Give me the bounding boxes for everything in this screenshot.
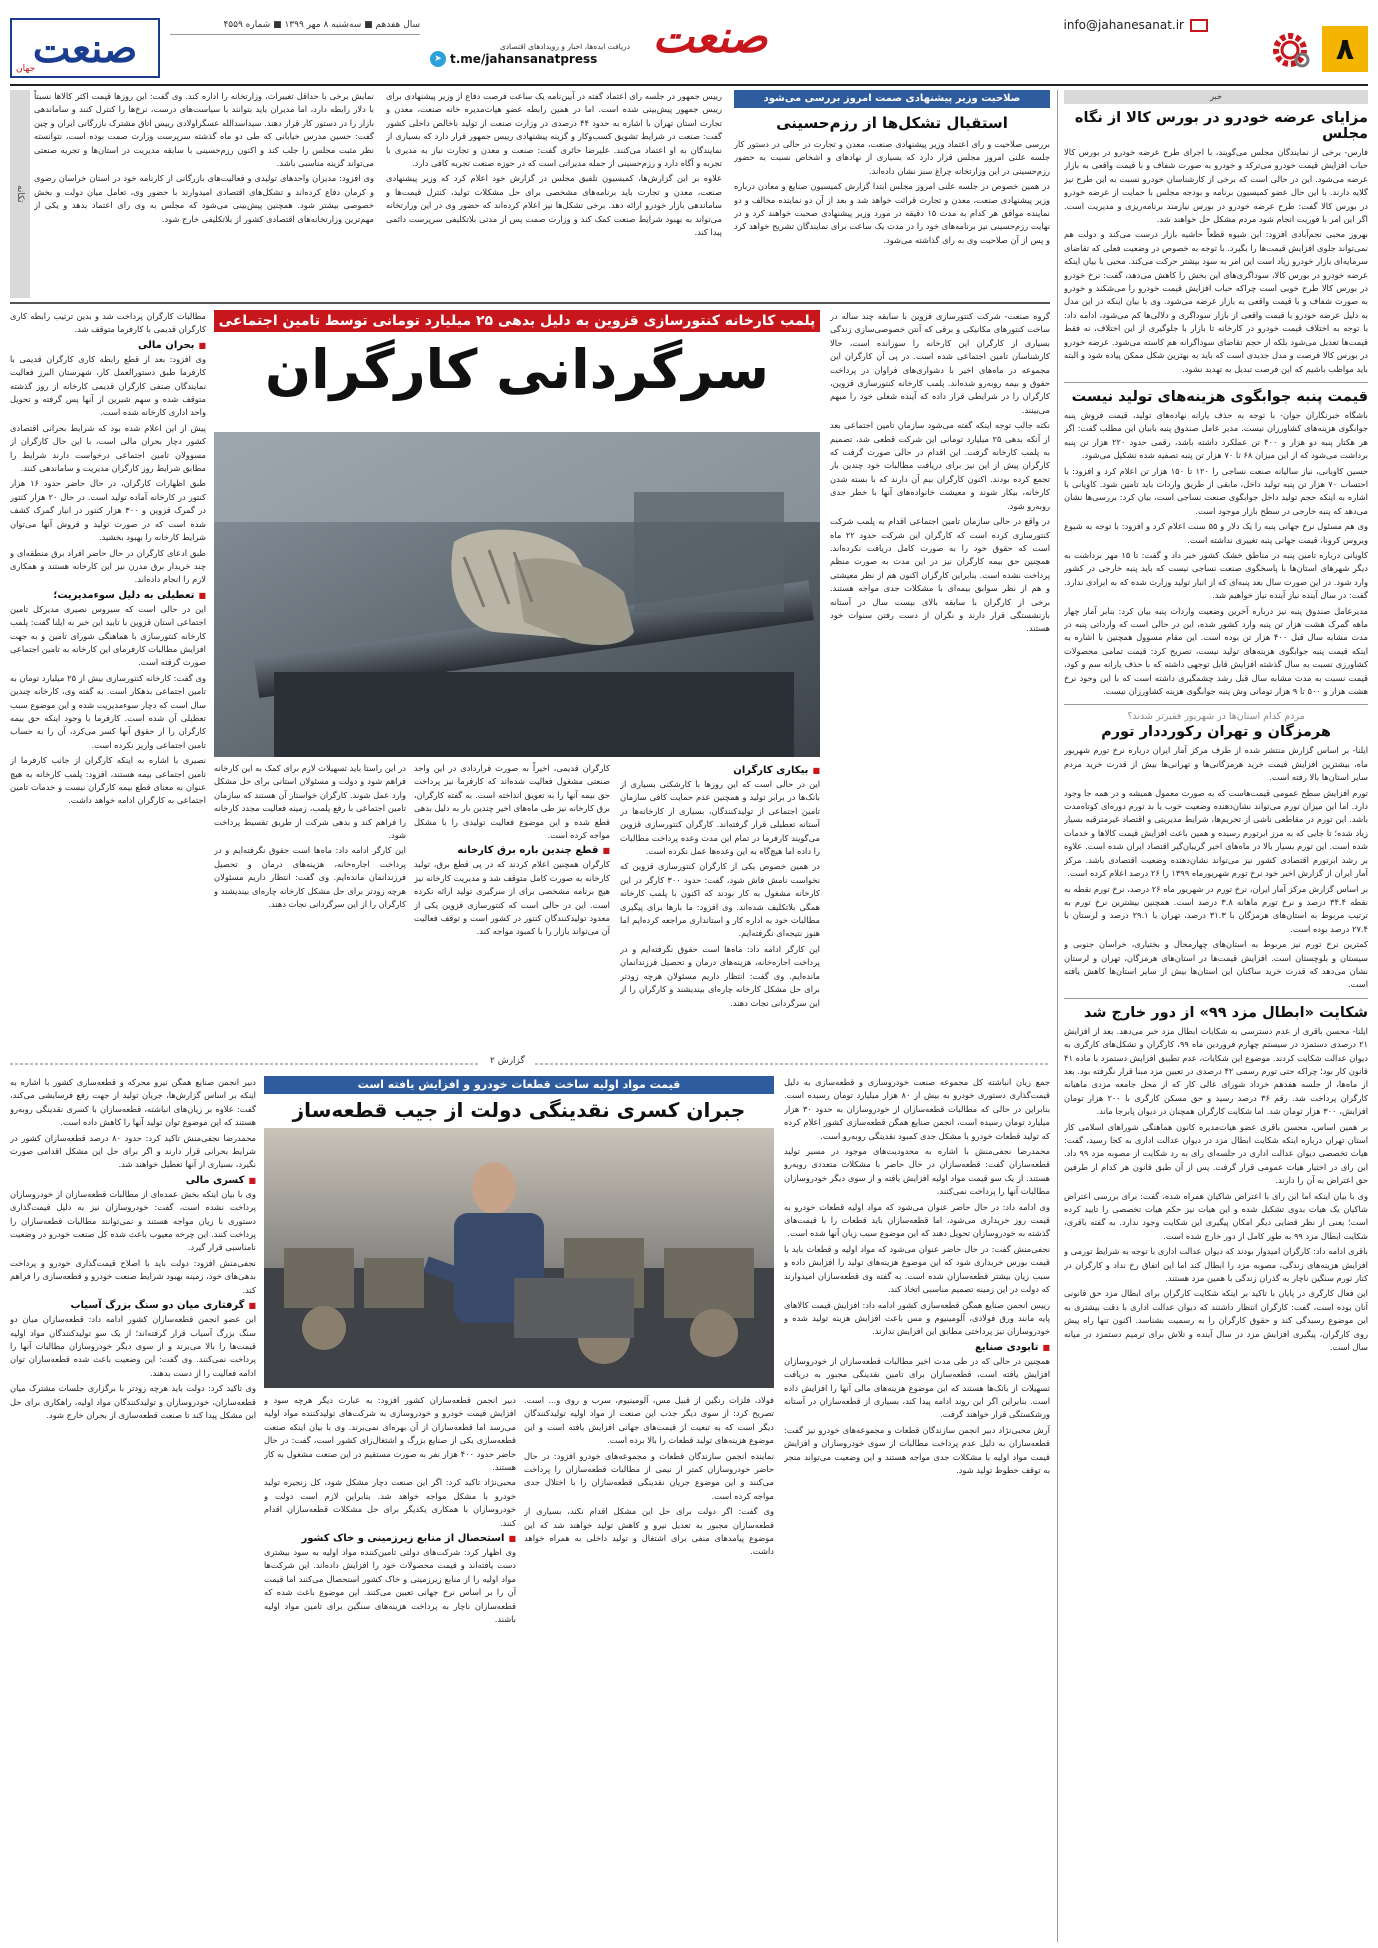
logo-text: صنعت <box>32 24 138 72</box>
main-story-col-mid3: در این راستا باید تسهیلات لازم برای کمک به این کارخانه فراهم شود و دولت و مسئولان استانی برای حل مشکل وارد عمل شوند. کارگران خواستار آن هستند که سازمان تامین اجتماعی با رفع پلمب، زمینه فعالیت مجدد کارخانه را فراهم کند و بدهی شرکت از طریق تقسیط پرداخت شود. این کارگر ادامه داد: ماه‌ها است حقوق نگرفته‌ایم و در پرداخت اجاره‌خانه، هزینه‌های درمان و تحصیل فرزندانمان مانده‌ایم. وی گفت: انتظار داریم مسئولان هرچه زودتر برای حل مشکل کارخانه چاره‌ای بیندیشند و کارگران را از این سرگردانی نجات دهند. <box>214 763 406 910</box>
main-story-col-right: گروه صنعت- شرکت کنتورسازی قزوین با سابقه چند ساله در ساخت کنتورهای مکانیکی و برقی که آنتن خصوصی‌سازی زندگی بسیاری از کارگران این کارخانه را سوزانده است، حالا کارشناسان تامین اجتماعی شده است. در پی آن کارگران این مجموعه در ماه‌های اخیر با دشواری‌های فراوان در پرداخت حقوق و بیمه روبه‌رو شده‌اند. پلمب کارخانه کنتورسازی قزوین، کارگران را در شرایطی قرار داده که آینده شغلی خود را مبهم می‌بینند. نکته جالب توجه اینکه گفته می‌شود سازمان تامین اجتماعی بعد از آنکه بدهی ۲۵ میلیارد تومانی این شرکت قطعی شد، تصمیم به پلمب کارخانه گرفت. این اقدام در حالی صورت گرفت که کارگران پیش از این نیز برای دریافت مطالبات خود چندین بار تجمع کرده بودند. اکنون کارگران بیم آن دارند که با بسته شدن کارخانه، بیکار شوند و معیشت خانواده‌های آنها با خطر جدی روبه‌رو شود. در واقع در حالی سازمان تامین اجتماعی اقدام به پلمب شرکت کنتورسازی کرده است که کارگران این شرکت حدود ۲۲ ماه است که حقوق خود را به صورت کامل دریافت نکرده‌اند. همچنین حق بیمه کارگران نیز در این مدت به صورت منظم پرداخت نشده است. بنابراین کارگران اکنون هم از نظر معیشتی و هم از نظر سوابق بیمه‌ای با مشکلات جدی مواجه هستند. برخی از کارگران با سابقه بالای بیست سال در آستانه بازنشستگی قرار دارند و نگران از دست رفتن سنوات خود هستند. <box>830 311 1050 634</box>
gear-icon <box>1268 28 1312 72</box>
newspaper-logo <box>10 18 160 78</box>
sidebar-label: خبر <box>1064 90 1368 104</box>
second-story-col-mid2: دبیر انجمن قطعه‌سازان کشور افزود: به عبارت دیگر هرچه سود و افزایش قیمت خودرو و خودروسازی به شرکت‌های تولیدکننده مواد اولیه می‌رسد اما قطعه‌سازان از آن بهره‌ای نمی‌برند. وی با بیان اینکه صنعت قطعه‌سازی یکی از صنایع بزرگ و اشتغال‌زای کشور است، گفت: در حال حاضر حدود ۴۰۰ هزار نفر به صورت مستقیم در این صنعت مشغول به کار هستند. محبی‌نژاد تاکید کرد: اگر این صنعت دچار مشکل شود، کل زنجیره تولید خودرو با مشکل مواجه خواهد شد. بنابراین لازم است دولت و خودروسازان با همکاری یکدیگر برای حل مشکلات قطعه‌سازان اقدام کنند. ■ استحصال از منابع زیرزمینی و خاک کشور وی اظهار کرد: شرکت‌های دولتی تامین‌کننده مواد اولیه به سود بیشتری دست یافته‌اند و قیمت محصولات خود را افزایش داده‌اند. این شرکت‌ها مواد اولیه را از منابع زیرزمینی و خاک کشور استحصال می‌کنند اما قیمت آن را بر اساس نرخ جهانی تعیین می‌کنند. این موضوع باعث شده که قطعه‌سازان ناچار به پرداخت هزینه‌های سنگین برای تامین مواد اولیه باشند. <box>264 1394 516 1942</box>
story-wage-title: شکایت «ابطال مزد ۹۹» از دور خارج شد <box>1083 1004 1368 1021</box>
page-number: ۸ <box>1335 31 1355 67</box>
sidebar-divider <box>1057 90 1058 1942</box>
main-story-photo <box>214 432 820 757</box>
top-news-title: استقبال تشکل‌ها از رزم‌حسینی <box>776 114 1008 132</box>
second-story-sub3: ■ کسری مالی <box>10 1175 256 1186</box>
story-wage <box>1064 1005 1368 1355</box>
story-bourse <box>1064 110 1368 376</box>
story-inflation-body: ایلنا- بر اساس گزارش منتشر شده از طرف مرکز آمار ایران درباره نرخ تورم شهریور ماه، بیشترین افزایش قیمت خرید هرمزگانی‌ها و تهرانی‌ها بیش از قدرت خرید مردم سایر استان‌ها بالا رفته است. تورم افزایش سطح عمومی قیمت‌هاست که به صورت معمول همیشه و در همه جا وجود دارد. اما این میزان تورم می‌تواند نشان‌دهنده وضعیت خوب یا بد تورم دوره‌ای کوتاه‌مدت باشد. این تورم در مقاطعی ناشی از تحریم‌ها، شرایط مدیریتی و اقتصاد غیرمترقبه بسیار زیاد شده؛ تا جایی که به مرز ابرتورم رسیده و همین باعث افزایش قیمت کالاها و خدمات شده است. این تورم بسیار بالا در ماه‌های اخیر گریبان‌گیر اقتصاد ایران شده است. علاوه بر رشد ابرتورم اقتصادی کشور نیز می‌تواند نشان‌دهنده وضعیت اقتصادی باشد. مرکز آمار ایران از گزارش اخیر خود نرخ تورم شهریورماه ۱۳۹۹ را ۲۶ درصد اعلام کرده است. بر اساس گزارش مرکز آمار ایران، نرخ تورم در شهریور ماه ۲۶ درصد، نرخ تورم نقطه به نقطه ۳۴.۴ درصد و نرخ تورم ماهانه ۳.۸ درصد است. همچنین بیشترین نرخ تورم به ترتیب مربوط به استان‌های هرمزگان با ۳۱.۳ درصد، تهران با ۲۹.۱ درصد و لرستان با ۲۷.۴ درصد بوده است. کمترین نرخ تورم نیز مربوط به استان‌های چهارمحال و بختیاری، خراسان جنوبی و سیستان و بلوچستان است. افزایش قیمت‌ها در استان‌های هرمزگان، تهران و لرستان نشان می‌دهد که قدرت خرید ساکنان این استان‌ها بیش از سایر استان‌ها کاهش یافته است. <box>1064 745 1368 990</box>
story-bourse-title: مزایای عرضه خودرو در بورس کالا از نگاه مجلس <box>1074 110 1368 142</box>
logo-sub: جهان <box>16 64 36 74</box>
second-story-sub2: ■ استحصال از منابع زیرزمینی و خاک کشور <box>264 1533 516 1544</box>
top-news <box>34 90 1050 298</box>
telegram-icon: ➤ <box>430 51 446 67</box>
report-divider <box>10 1058 1050 1070</box>
story-wage-body: ایلنا- محسن باقری از عدم دسترسی به شکایات ابطال مزد خبر می‌دهد. بعد از افزایش ۲۱ درصدی دستمزد در سیستم چهارم فروردین ماه ۹۹، کارگران و تشکل‌های کارگری به دیوان عدالت شکایت کردند. موضوع این شکایات، عدم تطبیق افزایش دستمزد با ماده ۴۱ قانون کار بود؛ چراکه حتی تورم رسمی ۴۲ درصدی در تعیین مزد مبنا قرار نگرفته بود. بعد از ماه‌ها، از جلسه هفدهم خرداد شورای عالی کار که از محل جامعه مزدی ماهیانه کارگران پرداخت شد. رقم ۳۶ درصد رسید و حق مسکن کارگری با ۲۰۰ هزار تومان افزایش، ۳۰۰ هزار تومان شد. اما شکایت کارگران همچنان در دیوان پابرجا ماند. بر همین اساس، محسن باقری عضو هیات‌مدیره کانون هماهنگی شوراهای اسلامی کار استان تهران درباره اینکه شکایت ابطال مزد در دیوان عدالت اداری به کجا رسید، گفت: هیات تخصصی دیوان عدالت اداری در جلسه‌ای رای به رد شکایت از مصوبه مزد ۹۹ داد. این رای در اختیار هیات عمومی قرار گرفت. پس از آن طبق قانون هر کدام از طرفین حق اعتراض به آن را دارند. وی با بیان اینکه اما این رای با اعتراض شاکیان همراه شده، گفت: برای بررسی اعتراض شاکیان یک هیات بدوی تشکیل شده و این هیات نیز حکم هیات تخصصی را تایید کرده است؛ یعنی از نظر قضایی دیگر امکان پیگیری این شکایت وجود ندارد. به گفته باقری، شکایت ابطال مزد ۹۹ به طور کامل از دور خارج شده است. باقری ادامه داد: کارگران امیدوار بودند که دیوان عدالت اداری با توجه به شرایط تورمی و افزایش هزینه‌های زندگی، مصوبه مزد را ابطال کند اما این اتفاق رخ نداد و کارگران در کنار تورم سنگین ناچار به گذران زندگی با همین مزد هستند. این فعال کارگری در پایان با تاکید بر اینکه شکایت کارگران برای ابطال مزد حق قانونی آنان بوده است، گفت: کارگران انتظار داشتند که دیوان عدالت اداری با دقت بیشتری به این موضوع رسیدگی کند و حقوق کارگران را به رسمیت بشناسد. اکنون تنها راه پیش روی کارگران، پیگیری افزایش مزد در سال آینده و تلاش برای ترمیم دستمزد در میانه سال است. <box>1064 1025 1368 1353</box>
telegram-link[interactable]: t.me/jahansanatpress <box>450 52 598 66</box>
second-story-photo <box>264 1128 774 1388</box>
second-story-kicker: قیمت مواد اولیه ساخت قطعات خودرو و افزایش یافته است <box>264 1076 774 1094</box>
sidebar-right <box>1064 90 1368 1942</box>
email-contact[interactable] <box>1064 18 1209 32</box>
story-inflation-title: هرمزگان و تهران رکورددار تورم <box>1101 724 1331 741</box>
main-story-col-mid2: کارگران قدیمی، اخیراً به صورت قراردادی در این واحد صنعتی مشغول فعالیت شده‌اند که کارفرما نیز پرداخت حق بیمه آنها را به تعویق انداخته است. به گفته کارگران، برق کارخانه نیز طی ماه‌های اخیر چندین بار به دلیل بدهی قطع شده و این موضوع فعالیت تولیدی را با مشکل مواجه کرده است. ■ قطع چندین باره برق کارخانه کارگران همچنین اعلام کردند که در پی قطع برق، تولید کارخانه به صورت کامل متوقف شد و مدیریت کارخانه نیز هیچ برنامه مشخصی برای از سرگیری تولید ارائه نکرده است. این در حالی است که کنتورسازی قزوین یکی از معدود تولیدکنندگان کنتور در کشور است و توقف فعالیت آن می‌تواند بازار را با کمبود مواجه کند. <box>414 762 610 1050</box>
top-news-col3: نمایش برخی با حداقل تغییرات، وزارتخانه را اداره کند. وی گفت: این روزها قیمت اکثر کالاها نسبتاً با دلار رابطه دارد، اما مدیران باید بتوانند با سیاست‌های درست، نرخ‌ها را کنترل کنند و ساماندهی بازار را در دستور کار قرار دهند. سید‌اسدالله عسگراولادی رییس اتاق مشترک بازرگانی ایران و چین گفت: حسین مدرس خیابانی که طی دو ماه گذشته سرپرست وزارت صمت بوده است، نتوانسته نظر مثبت مجلس را جلب کند و اکنون رزم‌حسینی با سابقه مدیریت در استان‌ها و تجربه صنعتی می‌تواند گزینه مناسبی باشد. وی افزود: مدیران واحدهای تولیدی و فعالیت‌های بازرگانی از کارنامه خود در استان خراسان رضوی و کرمان دفاع کرده‌اند و تشکل‌های اقتصادی امیدوارند با حضور وی، تعامل میان دولت و بخش خصوصی بیشتر شود. همچنین پیش‌بینی می‌شود که مجلس به وی رای اعتماد بدهد و یکی از مهم‌ترین وزارتخانه‌های اقتصادی کشور از بلاتکلیفی خارج شود. <box>34 91 374 224</box>
telegram-caption: دریافت ایده‌ها، اخبار و رویدادهای اقتصادی <box>499 42 630 51</box>
story-bourse-body: فارس- برخی از نمایندگان مجلس می‌گویند، با اجرای طرح عرضه خودرو در بورس کالا حباب افزایش قیمت خودرو می‌ترکد و خودرو به صورت شفاف و با قیمت واقعی به بازار عرضه می‌شود. این در حالی است که برخی از کارشناسان خودرو نسبت به این طرح نیز گلایه دارند. با این حال عضو کمیسیون برنامه و بودجه مجلس با حمایت از عرضه خودرو در بورس کالا گفت: طرح عرضه خودرو در بورس نیازمند برنامه‌ریزی و مدیریت است. اگر این امر با فوریت انجام شود مردم مشکل حل خواهند شد. بهروز محبی نجم‌آبادی افزود: این شیوه قطعاً حاشیه بازار درست می‌کند و دولت هم نمی‌تواند جلوی افزایش قیمت‌ها را بگیرد. با توجه به خصوص در وضعیت فعلی که تقاضای سرمایه‌ای بازار خودرو زیاد است این امر به سود بیشتر حرکت می‌کند. محبی با بیان اینکه عرضه خودرو در بورس کالا، سوداگری‌های این بخش را کاهش می‌دهد، گفت: نرخ خودرو در بورس کالا طرح خوبی است چراکه حباب افزایش قیمت خودرو را می‌شکند و خودرو به صورت شفاف و با قیمت واقعی به بازار عرضه می‌شود. وی با بیان اینکه در این مدل به دلیل عرضه خودرو با قیمت واقعی از بازار سوداگری و دلالی‌ها کم می‌شود، ادامه داد: با توجه به اختلاف قیمت خودرو در کارخانه تا بازار با جلوگیری از این اختلاف، نه فقط قیمت‌ها تعدیل می‌شود بلکه از حجم تقاضای سوداگرانه هم کاسته می‌شود. عرضه خودرو در بورس کالا فرصت و مدل جدیدی است که باید به بهترین شکل ممکن پیاده شود و البته باید مواظب باشیم که این فرصت تبدیل به تهدید نشود. <box>1064 147 1368 374</box>
page-number-badge <box>1322 26 1368 72</box>
report-tag: گزارش ۲ <box>480 1056 535 1066</box>
story-cotton <box>1064 389 1368 699</box>
main-story-sub3: ■ بحران مالی <box>10 340 206 351</box>
story-inflation-kicker: مردم کدام استان‌ها در شهریور فقیرتر شدند؟ <box>1127 711 1305 723</box>
email-address[interactable]: info@jahanesanat.ir <box>1063 18 1184 32</box>
top-news-kicker: صلاحیت وزیر پیشنهادی صمت امروز بررسی می‌شود <box>734 90 1050 108</box>
top-news-rule <box>10 302 1050 304</box>
second-story-col-left: دبیر انجمن صنایع همگن نیرو محرکه و قطعه‌سازی کشور با اشاره به اینکه بر اساس گزارش‌ها، جریان تولید از جهت رفع فرسایشی می‌کند، گفت: علاوه بر زیان‌های انباشته، قطعه‌سازان با کسری نقدینگی روبه‌رو هستند که این موضوع توان تولید آنها را کاهش داده است. محمدرضا نجفی‌منش تاکید کرد: حدود ۸۰ درصد قطعه‌سازان کشور در شرایط بحرانی قرار دارند و اگر برای حل این مشکل اقدامی صورت نگیرد، بسیاری از آنها تعطیل خواهند شد. ■ کسری مالی وی با بیان اینکه بخش عمده‌ای از مطالبات قطعه‌سازان از خودروسازان پرداخت نشده است، گفت: خودروسازان نیز به دلیل قیمت‌گذاری دستوری با زیان مواجه هستند و نمی‌توانند مطالبات قطعه‌سازان را پرداخت کنند. این چرخه معیوب باعث شده کل صنعت خودرو در وضعیت نامناسبی قرار گیرد. نجفی‌منش افزود: دولت باید با اصلاح قیمت‌گذاری خودرو و پرداخت بدهی‌های خود، زمینه بهبود شرایط صنعت خودرو و قطعه‌سازی را فراهم کند. ■ گرفتاری میان دو سنگ بزرگ آسیاب این عضو انجمن قطعه‌سازان کشور ادامه داد: قطعه‌سازان میان دو سنگ بزرگ آسیاب قرار گرفته‌اند؛ از یک سو تولیدکنندگان مواد اولیه قیمت‌ها را بالا می‌برند و از سوی دیگر خودروسازان مطالبات آنها را پرداخت نمی‌کنند. وی گفت: این وضعیت باعث شده قطعه‌سازان توان ادامه فعالیت را از دست بدهند. وی تاکید کرد: دولت باید هرچه زودتر با برگزاری جلسات مشترک میان قطعه‌سازان، خودروسازان و تولیدکنندگان مواد اولیه، راهکاری برای حل این مشکل پیدا کند تا صنعت قطعه‌سازی از بحران خارج شود. <box>10 1076 256 1942</box>
story-cotton-body: باشگاه خبرنگاران جوان- با توجه به حذف یارانه نهاده‌های تولید، قیمت فروش پنبه جوابگوی هزینه‌های کشاورزان نیست. مدیر عامل صندوق پنبه بابیان این مطلب گفت: اگر هر هکتار پنبه دو هزار و ۴۰۰ تن عملکرد داشته باشد، رقمی حدود ۲۲۰ هزار تن پنبه برداشت می‌شود که از این میزان ۶۸ تا ۷۰ هزار تن پنبه تصفیه شده تشکیل می‌شود. حسین کاویانی، نیاز سالیانه صنعت نساجی را ۱۲۰ تا ۱۵۰ هزار تن اعلام کرد و افزود: با احتساب ۷۰ هزار تن پنبه تولید داخل، مابقی از طریق واردات باید تامین شود. کاویانی با اشاره به اینکه حجم تولید داخل جوابگوی صنعت نساجی است، بیان کرد: بررسی‌ها نشان می‌دهد که پنبه خارجی در سطح بازار موجود است. وی هم مسئول نرخ جهانی پنبه را یک دلار و ۵۵ سنت اعلام کرد و افزود: با توجه به شیوع ویروس کرونا، قیمت جهانی پنبه تغییری نداشته است. کاویانی درباره تامین پنبه در مناطق خشک کشور خبر داد و گفت: تا ۱۵ مهر برداشت به دیگر شهرهای استان‌ها با پاسخگوی صنعت نساجی نیست که باید پنبه خارجی در کشور وارد شود. در این صورت سال بعد پنبه‌ای که از انبار تولید وزارت شده که به ایرادی ندارد. گفت: در سال آینده نیاز آینده نیاز خواهیم شد. مدیرعامل صندوق پنبه نیز درباره آخرین وضعیت واردات پنبه بیان کرد: بنابر آمار چهار ماهه گمرک هشت هزار تن پنبه وارد کشور شده، این در حالی است که وارداتی پنبه در مدت مشابه سال قبل ۴۰۰ هزار تن بوده است. این مقام مسوول همچنین با اشاره به اینکه قیمت پنبه جوابگوی هزینه‌های تولید نیست، تصریح کرد: قیمت تمامی محصولات کشاورزی نسبت به سال گذشته افزایش قابل توجهی داشته که با حذف یارانه سم و کود، قیمت نسبت به مدت مشابه سال قبل رشد چشمگیری داشته است که با این وجود نرخ هشت هزار و ۵۰۰ تا ۹ هزار تومانی وش پنبه جوابگوی هزینه کشاورزان نیست. <box>1064 409 1368 697</box>
main-story-sub4: ■ تعطیلی به دلیل سوءمدیریت؛ <box>10 590 206 601</box>
story-inflation <box>1064 711 1368 991</box>
main-story-banner: پلمب کارخانه کنتورسازی قزوین به دلیل بدهی ۲۵ میلیارد تومانی توسط تامین اجتماعی <box>214 310 820 332</box>
second-story-sub1: ■ تابودی صنایع <box>784 1342 1050 1353</box>
main-story-sub1: ■ بیکاری کارگران <box>620 765 820 776</box>
section-title: صنعت <box>652 12 768 63</box>
top-news-col2: رییس جمهور در جلسه رای اعتماد گفته در آیین‌نامه یک ساعت فرصت دفاع از وزیر پیشنهادی برای رییس جمهور پیش‌بینی شده است. اما در همین رابطه عضو هیات‌مدیره خانه صنعت، معدن و تجارت استان تهران با اشاره به حدود ۴۴ درصدی در وزارت صنعت از تولید ناخالص داخلی کشور گفت: صنعت در شرایط تشویق کسب‌وکار و گزینه پیشنهادی رییس جمهور قرار دارد که بسیاری از نمایندگان به او اعتماد می‌کنند. علیرضا حائری گفت: صنعت و معدن و تجارت نیاز به مدیری با تجربه و آگاه دارد و رزم‌حسینی از جمله مدیرانی است که در حوزه صنعت تجربه کافی دارد. علاوه بر این گزارش‌ها، کمیسیون تلفیق مجلس در گزارش خود اعلام کرد که وزیر پیشنهادی صنعت، معدن و تجارت باید برنامه‌های مشخصی برای حل مشکلات تولید، کنترل قیمت‌ها و ساماندهی بازار خودرو ارائه دهد. برخی تشکل‌ها نیز اعلام کرده‌اند که حضور وی در این وزارتخانه می‌تواند به بهبود شرایط صنعت کمک کند و وزارت صمت پس از مدتی بلاتکلیفی سرپرست دائمی پیدا کند. <box>386 91 722 238</box>
second-story-col-right: جمع زیان انباشته کل مجموعه صنعت خودروسازی و قطعه‌سازی به دلیل قیمت‌گذاری دستوری خودرو به بیش از ۸۰ هزار میلیارد تومان رسیده است. بنابراین در حالی که مطالبات قطعه‌سازان از خودروسازان به حدود ۳۰ هزار میلیارد تومان رسیده است، انجمن صنایع همگن قطعه‌سازی کشور اعلام کرده که تولید قطعات خودرو با مشکل جدی کمبود نقدینگی روبه‌رو است. محمدرضا نجفی‌منش با اشاره به محدودیت‌های موجود در مسیر تولید قطعه‌سازان گفت: قطعه‌سازان در حال حاضر با مشکلات متعددی روبه‌رو هستند. از یک سو قیمت مواد اولیه افزایش یافته و از سوی دیگر خودروسازان مطالبات آنها را پرداخت نمی‌کنند. وی ادامه داد: در حال حاضر عنوان می‌شود که مواد اولیه قطعات خودرو به قیمت روز خریداری می‌شود، اما قطعه‌سازان باید قطعات را با قیمت‌های گذشته به خودروسازان تحویل دهند که این موضوع سبب زیان آنها شده است. نجفی‌منش گفت: در حال حاضر عنوان می‌شود که مواد اولیه و قطعات باید با قیمت بورس خریداری شود که این موضوع هزینه‌های تولید را افزایش داده و سبب زیان بیشتر قطعه‌سازان شده است. به گفته وی قطعه‌سازان امیدوارند که دولت در این زمینه تصمیم مناسبی اتخاذ کند. رییس انجمن صنایع همگن قطعه‌سازی کشور ادامه داد: افزایش قیمت کالاهای پایه مانند ورق فولادی، آلومینیوم و مس باعث افزایش هزینه تولید شده و خودروسازان نیز پرداختی مطابق این افزایش ندارند. ■ تابودی صنایع همچنین در حالی که در طی مدت اخیر مطالبات قطعه‌سازان از خودروسازان افزایش یافته است، قطعه‌سازان برای تامین نقدینگی مجبور به دریافت تسهیلات از بانک‌ها هستند که این موضوع هزینه‌های مالی آنها را افزایش داده است. بنابراین اگر این روند ادامه پیدا کند، بسیاری از قطعه‌سازان در آستانه ورشکستگی قرار خواهند گرفت. آرش محبی‌نژاد دبیر انجمن سازندگان قطعات و مجموعه‌های خودرو نیز گفت: قطعه‌سازان به دلیل عدم پرداخت مطالبات از سوی خودروسازان و افزایش قیمت مواد اولیه با مشکلات جدی مواجه هستند و این وضعیت می‌تواند منجر به توقف خطوط تولید شود. <box>784 1076 1050 1942</box>
main-story-sub2: ■ قطع چندین باره برق کارخانه <box>414 845 610 856</box>
main-story-col-left: مطالبات کارگران پرداخت شد و بدین ترتیب رابطه کاری کارگران قدیمی با کارفرما متوقف شد. ■ بحران مالی وی افزود: بعد از قطع رابطه کاری کارگران قدیمی با کارفرما طبق دستورالعمل کار، شهرستان البرز فعالیت نمایندگان صنفی کارگران قدیمی کارخانه از روز گذشته متوقف شده و سهم شیرین از آنها پس گرفته و تحویل واحد اداری کارخانه شده است. پیش از این اعلام شده بود که شرایط بحرانی اقتصادی کشور دچار بحران مالی است، با این حال کارگران از مسوولان تامین اجتماعی درخواست دارند شرایط را مطابق شرایط روز کارگران مدیریت و ساماندهی کنند. طبق اظهارات کارگران، در حال حاضر حدود ۱۶ هزار کنتور در کارخانه آماده تولید است. در حال ۲۰ هزار کنتور در گمرک قزوین و ۳۰۰ هزار کنتور در انبار گمرک کشف شده است که در صورت تولید و فروش آنها می‌توان شرایط کارخانه را بهبود بخشید. طبق ادعای کارگران در حال حاضر افراد برق منطقه‌ای و چند خریدار برق مدرن نیز این کارخانه هستند و همکاری لازم را انجام داده‌اند. ■ تعطیلی به دلیل سوءمدیریت؛ این در حالی است که سیروس نصیری مدیرکل تامین اجتماعی استان قزوین با تایید این خبر به ایلنا گفت: پلمب کارخانه کنتورسازی با هماهنگی شورای تامین و به جهت افزایش مطالبات کارفرمای این کارخانه به تامین اجتماعی صورت گرفته است. وی گفت: کارخانه کنتورسازی بیش از ۲۵ میلیارد تومان به تامین اجتماعی بدهکار است. به گفته وی، کارخانه چندین سال است که دچار سوءمدیریت شده و این موضوع سبب تعطیلی آن شده است. کارفرما با وجود اینکه حق بیمه کارگران را از حقوق آنها کسر می‌کرد، آن را به حساب تامین اجتماعی واریز نکرده است. نصیری با اشاره به اینکه کارگران از جانب کارفرما از تامین اجتماعی بیمه هستند، افزود: پلمب کارخانه به هیچ عنوان به معنای قطع بیمه کارگران نیست و خدمات تامین اجتماعی به کارگران ادامه خواهد داشت. <box>10 310 206 1050</box>
tag-bar <box>10 90 30 298</box>
main-story-headline: سرگردانی کارگران <box>265 338 769 401</box>
masthead-rule <box>10 84 1368 86</box>
top-news-col1: بررسی صلاحیت و رای اعتماد وزیر پیشنهادی صنعت، معدن و تجارت در حالی در دستور کار جلسه علنی امروز مجلس قرار دارد که بسیاری از نهادهای و اشخاص نسبت به حضور رزم‌حسینی در این وزارتخانه چراغ سبز نشان داده‌اند. در همین خصوص در جلسه علنی امروز مجلس ابتدا گزارش کمیسیون صنایع و معادن درباره وزیر پیشنهادی صنعت، معدن و تجارت قرائت خواهد شد و بعد از آن دو نماینده مخالف و دو نماینده موافق هر کدام به مدت ۱۵ دقیقه در مورد وزیر پیشنهادی صحبت خواهند کرد و در نهایت رزم‌حسینی نیز برنامه‌های خود را در مدت یک ساعت برای نمایندگان تشریح خواهد کرد و پس از آن صلاحیت وی به رای گذاشته می‌شود. <box>734 139 1050 245</box>
main-story-col-mid: ■ بیکاری کارگران این در حالی است که این روزها با کارشکنی بسیاری از بانک‌ها در برابر تولید و همچنین عدم حمایت کافی سازمان تامین اجتماعی از تولیدکنندگان، بسیاری از کارخانه‌ها در آستانه تعطیلی قرار گرفته‌اند. کارگران کنتورسازی قزوین می‌گویند کارفرما در تمام این مدت وعده پرداخت مطالبات را داده اما هیچ‌گاه به این وعده‌ها عمل نکرده است. در همین خصوص یکی از کارگران کنتورسازی قزوین که نخواست نامش فاش شود، گفت: حدود ۳۰۰ کارگر در این کارخانه مشغول به کار بودند که اکنون با پلمب کارخانه همگی بلاتکلیف شده‌اند. وی افزود: ما بارها برای پیگیری مطالبات خود به اداره کار و استانداری مراجعه کرده‌ایم اما هنوز نتیجه‌ای نگرفته‌ایم. این کارگر ادامه داد: ماه‌ها است حقوق نگرفته‌ایم و در پرداخت اجاره‌خانه، هزینه‌های درمان و تحصیل فرزندانمان مانده‌ایم. وی گفت: انتظار داریم مسئولان هرچه زودتر برای حل مشکل کارخانه چاره‌ای بیندیشند و کارگران را از این سرگردانی نجات دهند. <box>620 762 820 1050</box>
telegram-block[interactable] <box>430 42 630 67</box>
tag-bar-label: تکانه <box>15 185 25 203</box>
masthead <box>10 6 1368 82</box>
story-cotton-title: قیمت پنبه جوابگوی هزینه‌های تولید نیست <box>1071 388 1368 405</box>
second-story-sub4: ■ گرفتاری میان دو سنگ بزرگ آسیاب <box>10 1300 256 1311</box>
envelope-icon <box>1190 19 1208 32</box>
second-story-headline: جبران کسری نقدینگی دولت از جیب قطعه‌ساز <box>292 1098 746 1122</box>
issue-info: سال هفدهم ■ سه‌شنبه ۸ مهر ۱۳۹۹ ■ شماره ۴۵۵۹ <box>170 20 420 35</box>
second-story-col-mid: فولاد، فلزات رنگین از قبیل مس، آلومینیوم، سرب و روی و... است. تصریح کرد: از سوی دیگر جذب این صنعت از مواد اولیه تولیدکنندگان دیگر است که به تبعیت از قیمت‌های جهانی افزایش یافته است و این موضوع هزینه‌های تولید قطعات را بالا برده است. نماینده انجمن سازندگان قطعات و مجموعه‌های خودرو افزود: در حال حاضر خودروسازان کمتر از نیمی از مطالبات قطعه‌سازان را پرداخت می‌کنند و این موضوع جریان نقدینگی قطعه‌سازان را با اختلال جدی مواجه کرده است. وی گفت: اگر دولت برای حل این مشکل اقدام نکند، بسیاری از قطعه‌سازان مجبور به تعدیل نیرو و کاهش تولید خواهند شد که این موضوع پیامدهای منفی برای اشتغال و تولید داخلی به همراه خواهد داشت. <box>524 1395 774 1557</box>
